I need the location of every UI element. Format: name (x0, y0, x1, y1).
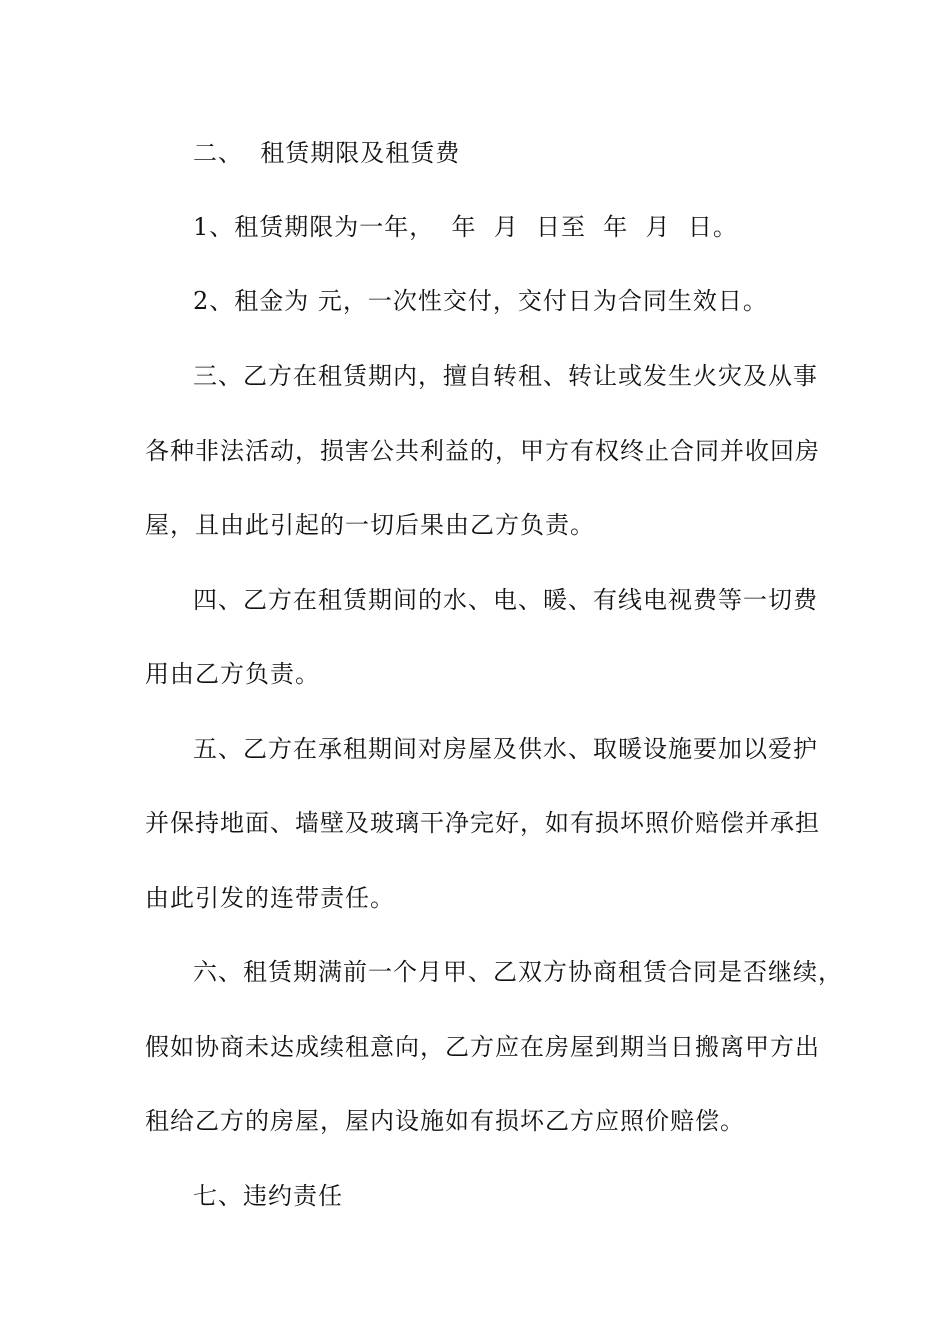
clause-rent: 2、租金为 元，一次性交付，交付日为合同生效日。 (193, 287, 768, 315)
section-three-line-2: 各种非法活动，损害公共利益的，甲方有权终止合同并收回房 (145, 437, 820, 465)
section-five-line-1: 五、乙方在承租期间对房屋及供水、取暖设施要加以爱护 (193, 735, 818, 763)
section-six-line-2: 假如协商未达成续租意向，乙方应在房屋到期当日搬离甲方出 (145, 1033, 820, 1061)
section-four-line-1: 四、乙方在租赁期间的水、电、暖、有线电视费等一切费 (193, 586, 818, 614)
section-four-line-2: 用由乙方负责。 (145, 660, 320, 688)
section-three-line-3: 屋，且由此引起的一切后果由乙方负责。 (145, 511, 595, 539)
clause-lease-period: 1、租赁期限为一年， 年 月 日至 年 月 日。 (193, 213, 738, 241)
section-five-line-2: 并保持地面、墙壁及玻璃干净完好，如有损坏照价赔偿并承担 (145, 809, 820, 837)
section-heading-breach-liability: 七、违约责任 (193, 1182, 343, 1210)
section-six-line-3: 租给乙方的房屋，屋内设施如有损坏乙方应照价赔偿。 (145, 1107, 745, 1135)
section-heading-lease-term: 二、 租赁期限及租赁费 (193, 139, 461, 167)
section-six-line-1: 六、租赁期满前一个月甲、乙双方协商租赁合同是否继续， (193, 958, 843, 986)
section-three-line-1: 三、乙方在租赁期内，擅自转租、转让或发生火灾及从事 (193, 362, 818, 390)
section-five-line-3: 由此引发的连带责任。 (145, 884, 395, 912)
